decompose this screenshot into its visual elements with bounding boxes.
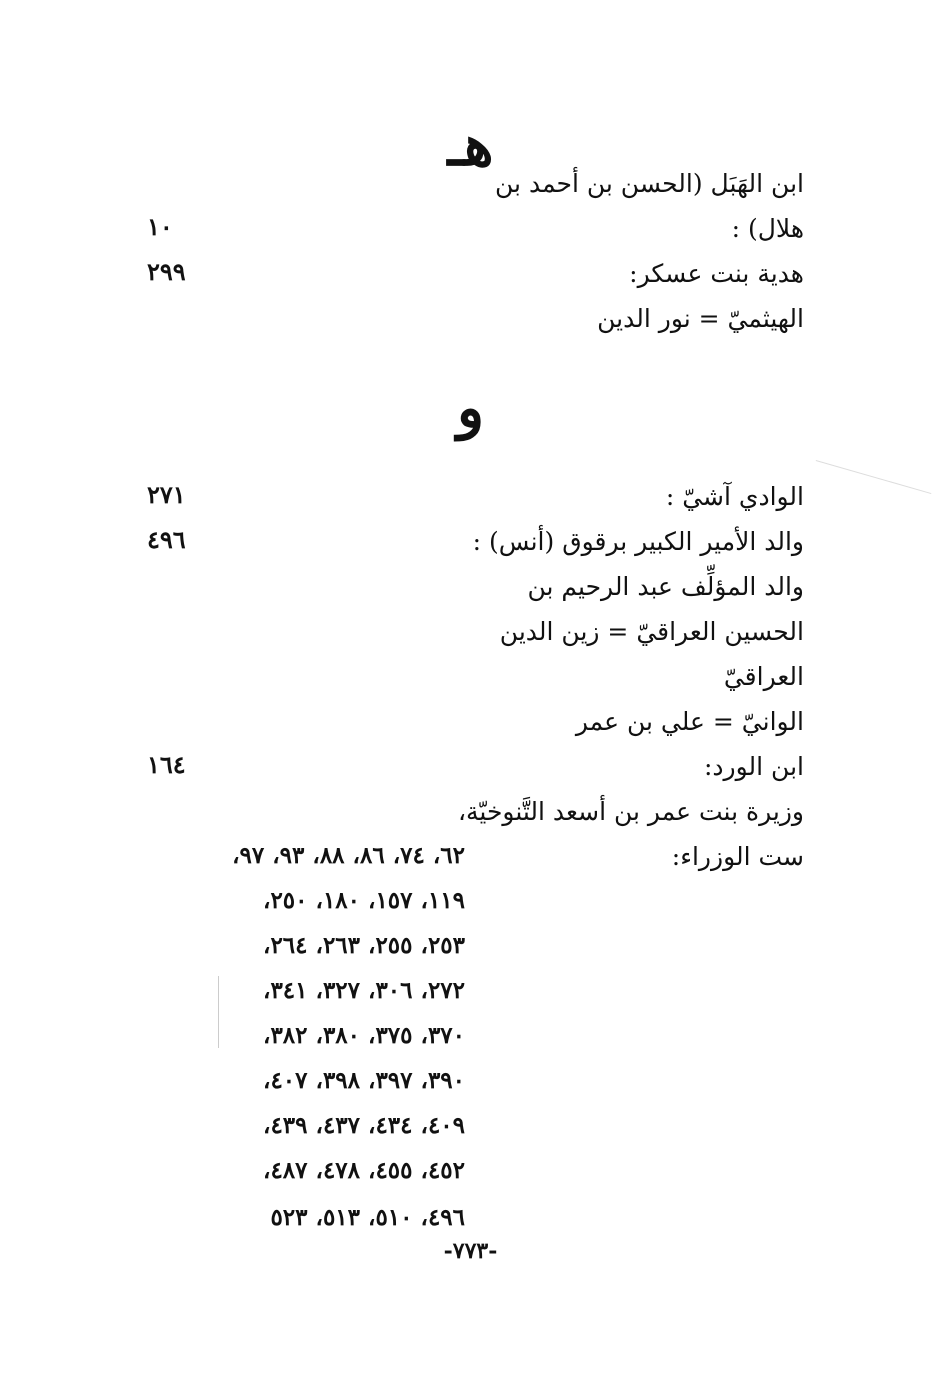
scan-mark xyxy=(816,460,932,494)
scan-mark xyxy=(218,976,219,1048)
entry-ibn-al-habal-line-2: هلال) : xyxy=(731,214,804,243)
entry-wadi-ashi-pages: ٢٧١ xyxy=(147,480,186,509)
entry-ibn-al-ward-name: ابن الورد: xyxy=(704,752,804,781)
entry-walid-barquq-name: والد الأمير الكبير برقوق (أنس) : xyxy=(472,527,804,556)
wazira-pages-row-2: ١١٩، ١٥٧، ١٨٠، ٢٥٠، xyxy=(263,887,465,914)
wazira-pages-row-1: ٦٢، ٧٤، ٨٦، ٨٨، ٩٣، ٩٧، xyxy=(232,842,465,869)
entry-wadi-ashi-name: الوادي آشيّ : xyxy=(665,482,804,511)
wazira-pages-row-5: ٣٧٠، ٣٧٥، ٣٨٠، ٣٨٢، xyxy=(263,1022,465,1049)
wazira-pages-row-7: ٤٠٩، ٤٣٤، ٤٣٧، ٤٣٩، xyxy=(263,1112,465,1139)
entry-walid-muallif-line-3: العراقيّ xyxy=(723,662,804,691)
entry-ibn-al-ward-pages: ١٦٤ xyxy=(147,750,186,779)
entry-hadiyya-pages: ٢٩٩ xyxy=(147,257,186,286)
entry-walid-muallif-line-2: الحسين العراقيّ = زين الدين xyxy=(499,617,804,646)
entry-walid-muallif-line-1: والد المؤلِّف عبد الرحيم بن xyxy=(527,572,804,601)
entry-walid-barquq-pages: ٤٩٦ xyxy=(147,525,186,554)
wazira-pages-row-6: ٣٩٠، ٣٩٧، ٣٩٨، ٤٠٧، xyxy=(263,1067,465,1094)
entry-ibn-al-habal-line-1: ابن الهَبَل (الحسن بن أحمد بن xyxy=(495,169,804,198)
entry-wazira-line-2: ست الوزراء: xyxy=(671,842,804,871)
entry-ibn-al-habal-pages: ١٠ xyxy=(147,212,173,241)
wazira-pages-row-4: ٢٧٢، ٣٠٦، ٣٢٧، ٣٤١، xyxy=(263,977,465,1004)
entry-haythami-name: الهيثميّ = نور الدين xyxy=(597,304,804,333)
wazira-pages-row-3: ٢٥٣، ٢٥٥، ٢٦٣، ٢٦٤، xyxy=(263,932,465,959)
section-letter-heh: هـ xyxy=(447,113,494,179)
entry-hadiyya-name: هدية بنت عسكر: xyxy=(629,259,804,288)
wazira-pages-row-9: ٤٩٦، ٥١٠، ٥١٣، ٥٢٣ xyxy=(270,1204,465,1231)
entry-wazira-line-1: وزيرة بنت عمر بن أسعد التَّنوخيّة، xyxy=(457,797,804,826)
wazira-pages-row-8: ٤٥٢، ٤٥٥، ٤٧٨، ٤٨٧، xyxy=(263,1157,465,1184)
page-number: -٧٧٣- xyxy=(443,1238,498,1264)
section-letter-waw: و xyxy=(456,375,485,441)
entry-wani-name: الوانيّ = علي بن عمر xyxy=(575,707,804,736)
